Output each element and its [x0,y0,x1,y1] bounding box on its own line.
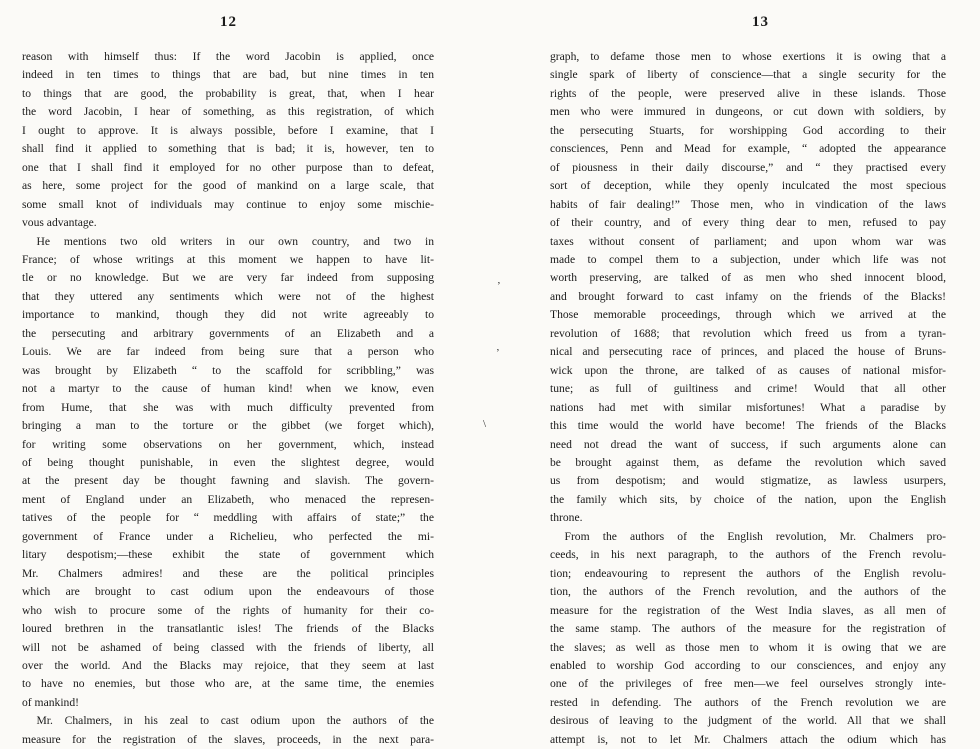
text-line: litary despotism;—these exhibit the state of government which [22,548,434,562]
text-line: the persecuting Stuarts, for worshipping God according to their [550,123,946,137]
text-line: be brought against them, as defame the revolution which saved [550,455,946,469]
text-line: us from despotism; and would stigmatize, as lawless usurpers, [550,474,946,488]
text-line: I ought to approve. It is always possible, before I examine, that I [22,123,434,137]
text-line: consciences, Penn and Mead for example, “ adopted the appearance [550,142,946,156]
text-line: not a martyr to the cause of human kind! when we know, even [22,382,434,396]
text-line: at the present day be thought fawning and slavish. The govern- [22,474,434,488]
text-line: made to compel them to a subjection, under which life was not [550,252,946,266]
text-line: the family which sits, by choice of the nation, upon the English [550,492,946,506]
text-line: that they uttered any sentiments which were not of the highest [22,289,434,303]
text-line: single spark of liberty of conscience—that a single security for the [550,68,946,82]
text-line: vous advantage. [22,216,97,230]
text-line: to have no enemies, but those who are, at the same time, the enemies [22,677,434,691]
text-line: the same stamp. The authors of the measure for the registration of [550,622,946,636]
text-line: need not dread the want of success, if such arguments alone can [550,437,946,451]
text-line: graph, to defame those men to whose exertions it is owing that a [550,50,946,63]
text-line: revolution of 1688; that revolution which freed us from a tyran- [550,326,946,340]
text-line: rested in defending. The authors of the French revolution we are [550,695,946,709]
text-line: who wish to procure some of the rights of humanity for their co- [22,603,434,617]
text-line: shall find it applied to something that is bad; it is, however, ten to [22,142,434,156]
text-line: bringing a man to the torture or the gibbet (we forget which), [22,419,434,433]
text-line: nical and persecuting race of princes, and placed the house of Bruns- [550,345,946,359]
text-line: measure for the registration of the slaves, proceeds, in the next para- [22,732,434,746]
page-text [22,48,434,749]
text-line: of piousness in their daily discourse,” and “ they practised every [550,160,946,174]
text-line: enabled to worship God according to our consciences, and enjoy any [550,658,946,672]
text-line: men who were immured in dungeons, or cut down with soldiers, by [550,105,946,119]
page-text [550,48,946,749]
text-line: ment of England under an Elizabeth, who menaced the represen- [22,492,434,506]
text-line: measure for the registration of the West India slaves, as all men of [550,603,946,617]
ink-speck: ’ [497,280,501,292]
page-number: 12 [220,14,237,30]
text-line: From the authors of the English revolution, Mr. Chalmers pro- [564,529,946,543]
text-line: tle or no knowledge. But we are very far indeed from supposing [22,271,434,285]
text-line: Mr. Chalmers admires! and these are the political principles [22,566,434,580]
text-line: to things that are good, the probability is great, that, when I hear [22,86,434,100]
ink-speck: \ [483,418,487,430]
text-line: of their country, and of every thing dear to men, refused to pay [550,216,946,230]
text-line: He mentions two old writers in our own country, and two in [36,234,434,248]
text-line: tune; as full of guiltiness and crime! Would that all other [550,382,946,396]
text-line: this time would the world have become! The friends of the Blacks [550,419,946,433]
text-line: the persecuting and arbitrary governments of an Elizabeth and a [22,326,434,340]
text-line: ceeds, in his next paragraph, to the authors of the French revolu- [550,548,946,562]
text-line: wick upon the throne, are talked of as causes of national misfor- [550,363,946,377]
text-line: over the world. And the Blacks may rejoice, that they seem at last [22,658,434,672]
text-line: Louis. We are far indeed from being sure that a person who [22,345,434,359]
text-line: Those memorable proceedings, through which we arrived at the [550,308,946,322]
left-page [0,0,490,746]
ink-speck: ’ [496,347,500,359]
text-line: throne. [550,511,583,525]
text-line: tion, the authors of the French revolution, and the authors of the [550,585,946,599]
right-page [490,0,980,746]
text-line: as here, some project for the good of mankind on a large scale, that [22,179,434,193]
text-line: one of the privileges of free men—we feel ourselves strongly inte- [550,677,946,691]
text-line: habits of fair dealing!” Those men, who in vindication of the laws [550,197,946,211]
text-line: loured brethren in the transatlantic isles! The friends of the Blacks [22,622,434,636]
text-line: importance to mankind, though they did not write agreeably to [22,308,434,322]
text-line: the word Jacobin, I hear of something, as this registration, of which [22,105,434,119]
text-line: one that I shall find it employed for no other purpose than to defeat, [22,160,434,174]
text-line: tion; endeavouring to represent the authors of the English revolu- [550,566,946,580]
text-line: which are brought to cast odium upon the endeavours of those [22,585,434,599]
text-line: the slaves; as well as those men to whom it is owing that we are [550,640,946,654]
text-line: attempt is, not to let Mr. Chalmers attach the odium which has [550,732,946,746]
page-number: 13 [752,14,769,30]
text-line: was brought by Elizabeth “ to the scaffold for scribbling,” was [22,363,434,377]
text-line: government of France under a Richelieu, who perfected the mi- [22,529,434,543]
text-line: reason with himself thus: If the word Jacobin is applied, once [22,50,434,63]
text-line: some small knot of individuals may continue to enjoy some mischie- [22,197,434,211]
text-line: desirous of leaving to the judgment of the world. All that we shall [550,714,946,728]
text-line: tatives of the people for “ meddling with affairs of state;” the [22,511,434,525]
text-line: nations had met with similar misfortunes! What a paradise by [550,400,946,414]
text-line: for writing some observations on her government, which, instead [22,437,434,451]
text-line: France; of whose writings at this moment we happen to have lit- [22,252,434,266]
text-line: rights of the people, were preserved alive in these islands. Those [550,86,946,100]
text-line: and brought forward to cast infamy on the friends of the Blacks! [550,289,946,303]
text-line: Mr. Chalmers, in his zeal to cast odium upon the authors of the [36,714,434,728]
text-line: of mankind! [22,695,79,709]
text-line: will not be ashamed of being classed with the friends of liberty, all [22,640,434,654]
text-line: of being thought punishable, in even the slightest degree, would [22,455,434,469]
text-line: from Hume, that she was with much difficulty prevented from [22,400,434,414]
text-line: taxes without consent of parliament; and upon whom war was [550,234,946,248]
text-line: worth preserving, are talked of as men who shed innocent blood, [550,271,946,285]
text-line: sort of deception, while they openly inculcated the most specious [550,179,946,193]
text-line: indeed in ten times to things that are bad, but nine times in ten [22,68,434,82]
